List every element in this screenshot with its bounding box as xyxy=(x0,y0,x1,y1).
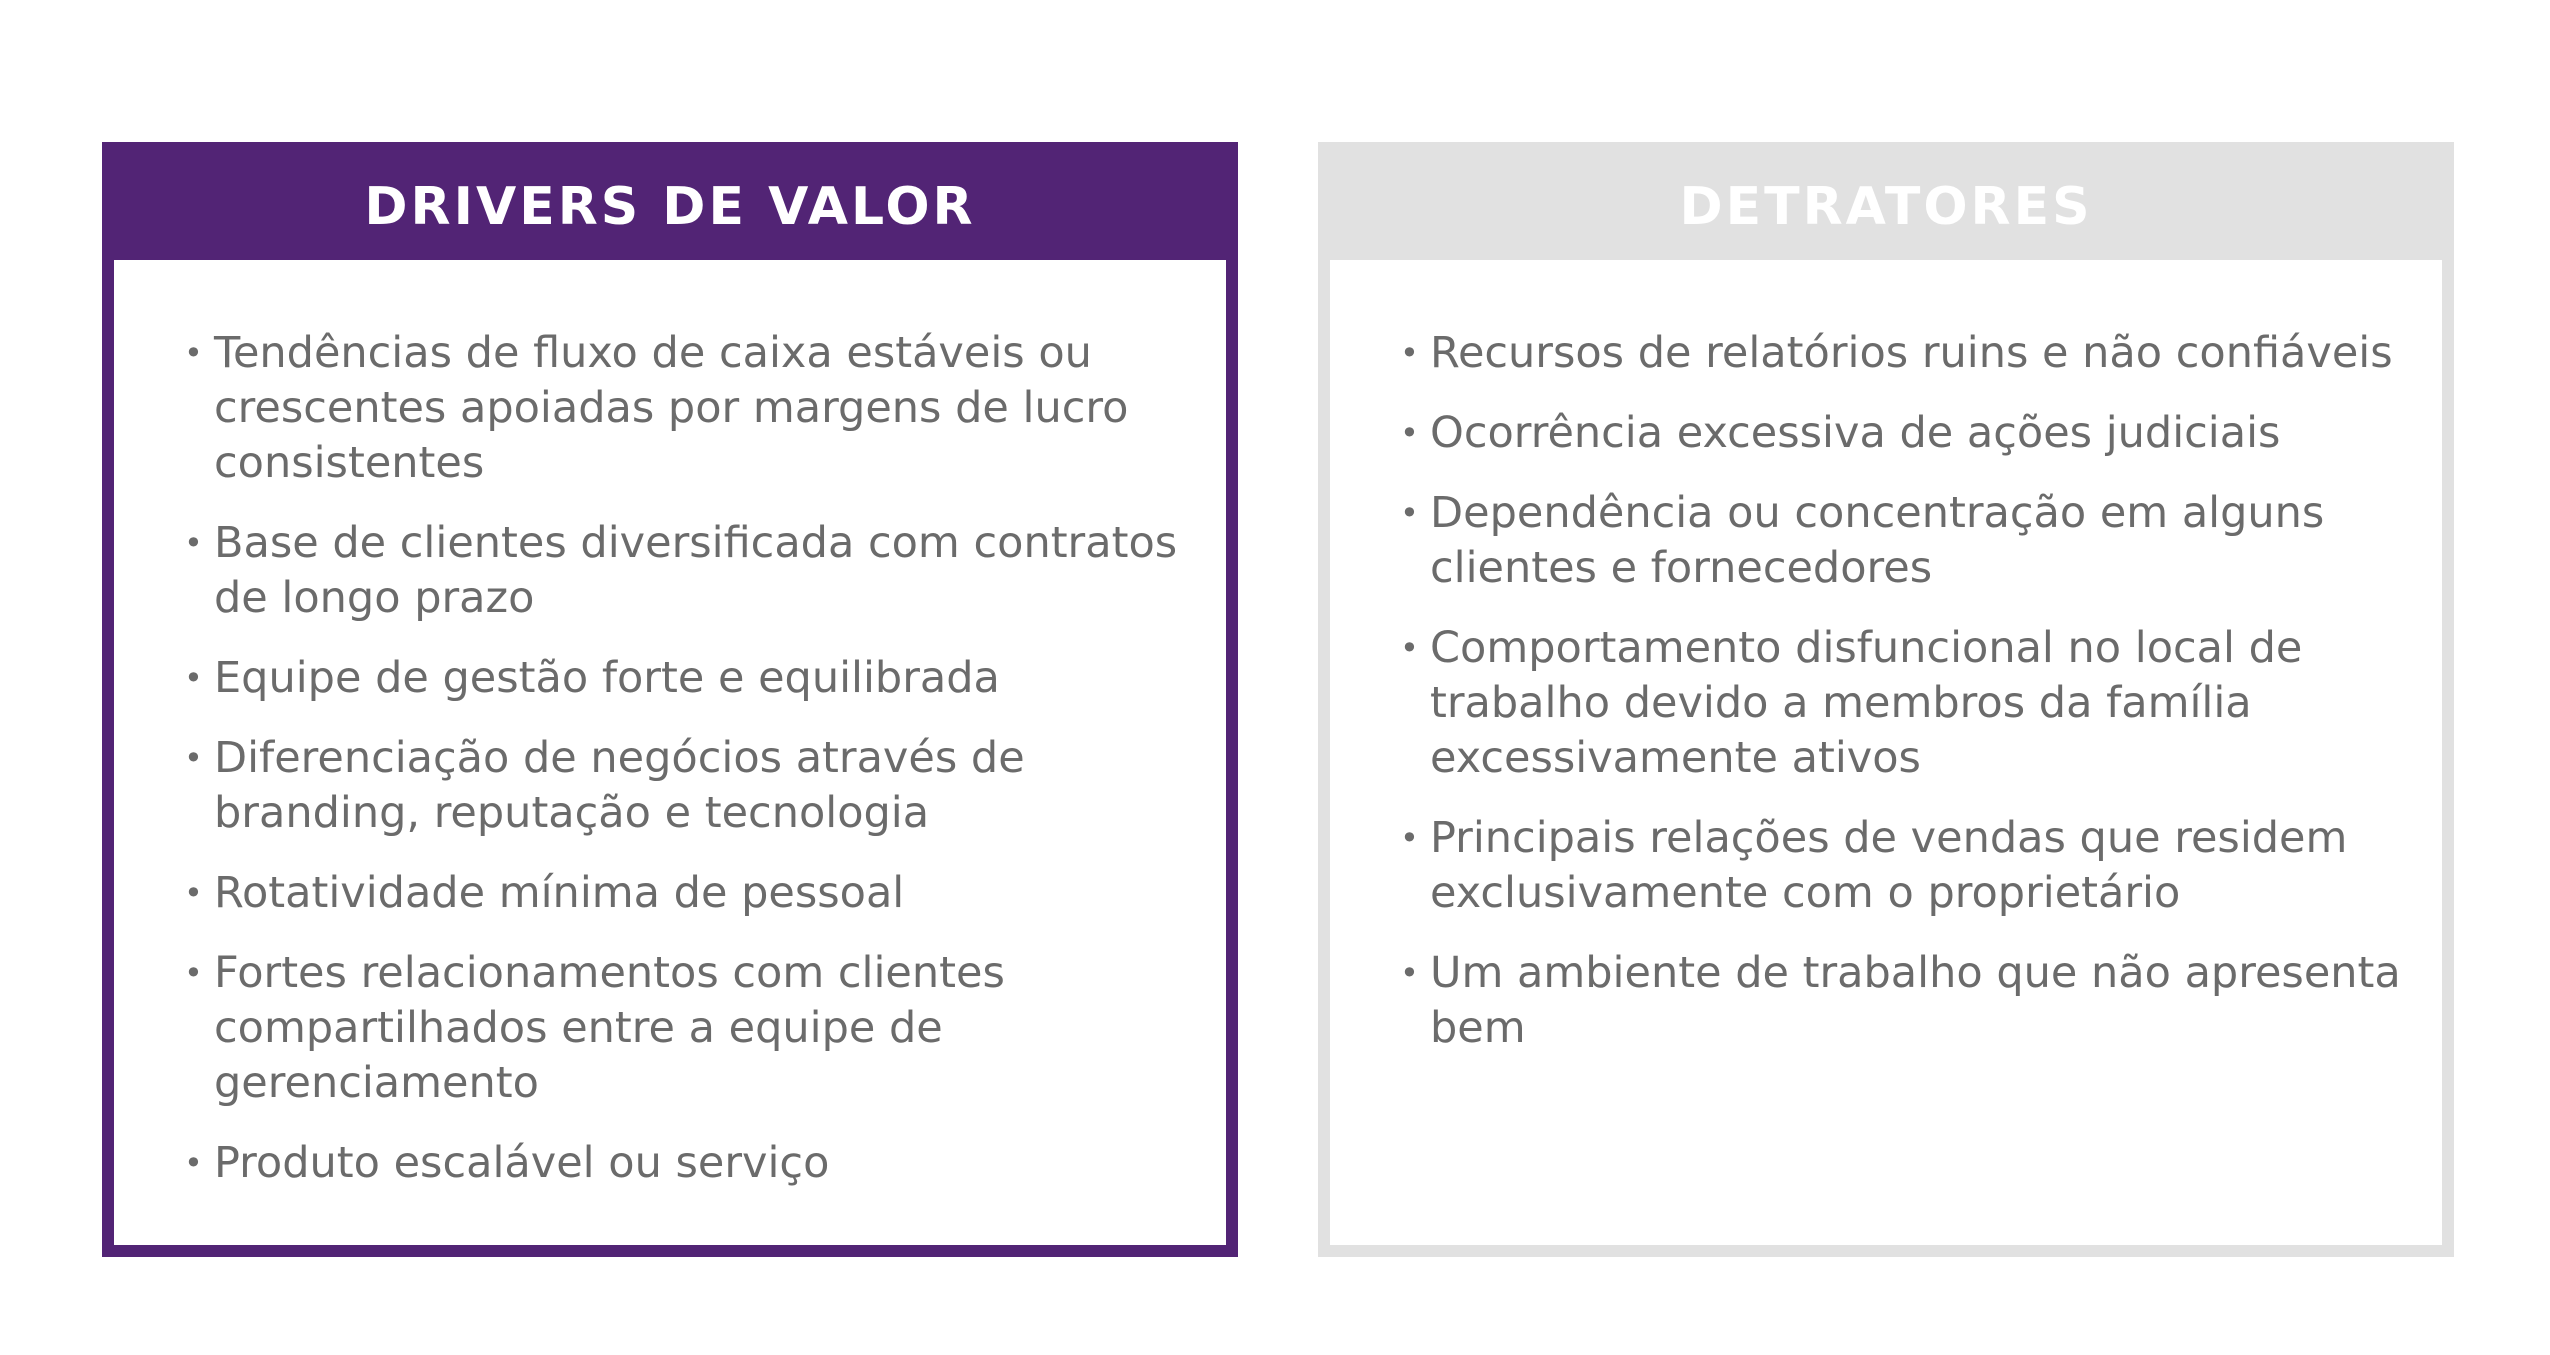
bullet-icon: • xyxy=(1400,494,1419,532)
drivers-panel xyxy=(102,142,1238,1257)
detractors-item-text: Um ambiente de trabalho que não apresenta bem xyxy=(1430,948,2401,1053)
detractors-item-text: Ocorrência excessiva de ações judiciais xyxy=(1430,408,2281,458)
detractors-title: DETRATORES xyxy=(1330,154,2442,260)
bullet-icon: • xyxy=(1400,629,1419,667)
drivers-item-text: Fortes relacionamentos com clientes compartilhados entre a equipe de gerenciamento xyxy=(214,948,1005,1108)
drivers-item xyxy=(184,516,1186,626)
drivers-item xyxy=(184,651,1186,706)
drivers-title: DRIVERS DE VALOR xyxy=(114,154,1226,260)
bullet-icon: • xyxy=(184,659,203,697)
detractors-item xyxy=(1400,326,2402,381)
bullet-icon: • xyxy=(184,524,203,562)
drivers-item xyxy=(184,326,1186,491)
detractors-item xyxy=(1400,486,2402,596)
detractors-panel xyxy=(1318,142,2454,1257)
bullet-icon: • xyxy=(184,334,203,372)
drivers-item-text: Base de clientes diversificada com contratos de longo prazo xyxy=(214,518,1178,623)
bullet-icon: • xyxy=(1400,414,1419,452)
bullet-icon: • xyxy=(1400,334,1419,372)
detractors-item xyxy=(1400,946,2402,1056)
detractors-item-text: Comportamento disfuncional no local de trabalho devido a membros da família excessivamente ativos xyxy=(1430,623,2303,783)
bullet-icon: • xyxy=(1400,819,1419,857)
drivers-item xyxy=(184,946,1186,1111)
detractors-body xyxy=(1330,260,2442,1056)
detractors-item-text: Recursos de relatórios ruins e não confiáveis xyxy=(1430,328,2393,378)
detractors-item xyxy=(1400,811,2402,921)
bullet-icon: • xyxy=(184,1144,203,1182)
drivers-item-text: Diferenciação de negócios através de branding, reputação e tecnologia xyxy=(214,733,1025,838)
drivers-item xyxy=(184,731,1186,841)
detractors-item xyxy=(1400,406,2402,461)
drivers-list xyxy=(184,326,1186,1191)
drivers-item-text: Rotatividade mínima de pessoal xyxy=(214,868,905,918)
drivers-item-text: Tendências de fluxo de caixa estáveis ou crescentes apoiadas por margens de lucro consistentes xyxy=(214,328,1129,488)
drivers-item xyxy=(184,866,1186,921)
bullet-icon: • xyxy=(184,874,203,912)
detractors-item xyxy=(1400,621,2402,786)
detractors-list xyxy=(1400,326,2402,1056)
bullet-icon: • xyxy=(1400,954,1419,992)
drivers-body xyxy=(114,260,1226,1191)
detractors-item-text: Principais relações de vendas que residem exclusivamente com o proprietário xyxy=(1430,813,2348,918)
bullet-icon: • xyxy=(184,739,203,777)
drivers-item-text: Produto escalável ou serviço xyxy=(214,1138,830,1188)
drivers-item-text: Equipe de gestão forte e equilibrada xyxy=(214,653,1000,703)
detractors-item-text: Dependência ou concentração em alguns clientes e fornecedores xyxy=(1430,488,2325,593)
bullet-icon: • xyxy=(184,954,203,992)
drivers-item xyxy=(184,1136,1186,1191)
